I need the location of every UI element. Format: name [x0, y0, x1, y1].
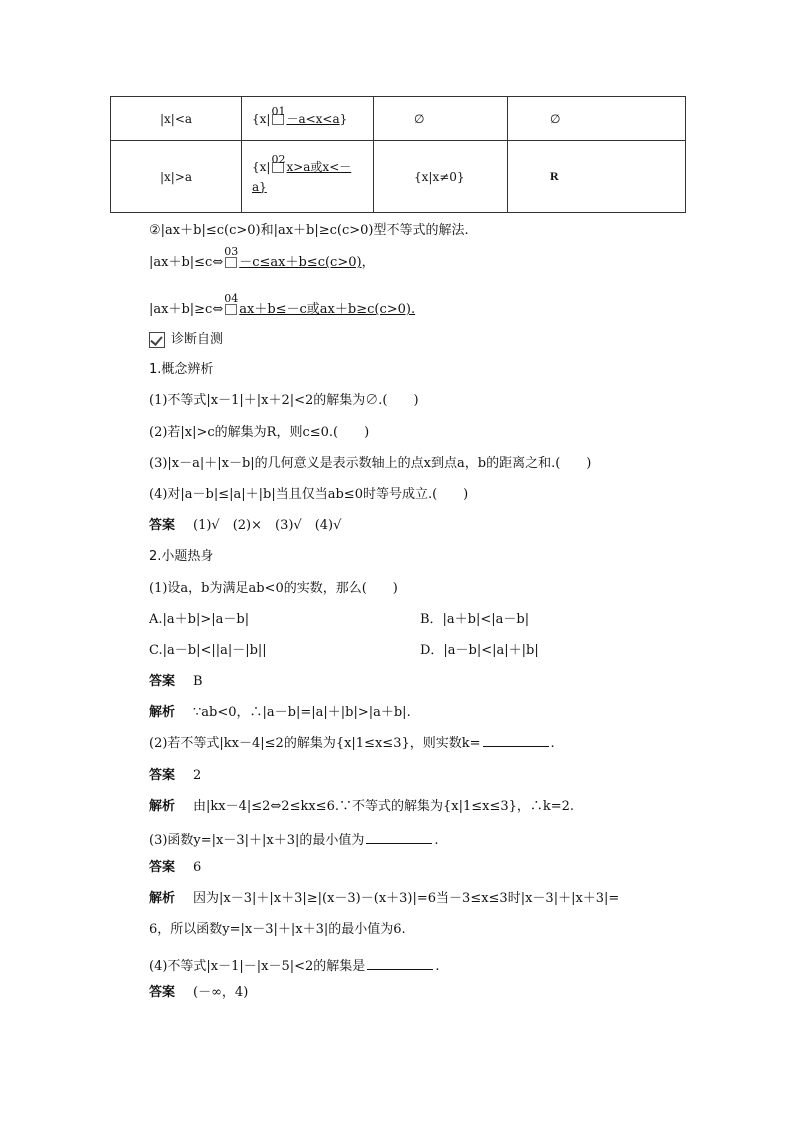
problem-3-text: (3)函数y=|x－3|＋|x＋3|的最小值为 [149, 833, 365, 848]
set-close: } [339, 111, 348, 126]
table-cell-inequality: |x|<a [111, 97, 242, 141]
blank-number: 01 [271, 104, 286, 118]
diagnostic-heading-text: 诊断自测 [171, 332, 224, 347]
method-line-1-body: －c≤ax＋b≤c(c>0) [239, 255, 362, 270]
method-title: ②|ax＋b|≤c(c>0)和|ax＋b|≥c(c>0)型不等式的解法. [149, 223, 469, 238]
table-cell-col4: R [508, 141, 686, 213]
problem-2 [149, 732, 555, 751]
blank-line [367, 957, 433, 970]
table-cell-solution-set [242, 141, 374, 213]
blank-number: 03 [224, 245, 239, 258]
method-line-1 [149, 245, 375, 270]
problem-3-analysis-1 [149, 887, 619, 906]
analysis-text: 由|kx－4|≤2⇔2≤kx≤6.∵不等式的解集为{x|1≤x≤3}，∴k=2. [193, 799, 575, 814]
method-line-2-prefix: |ax＋b|≥c⇔ [149, 302, 224, 317]
inequality-table [110, 96, 686, 213]
method-line-2 [149, 292, 416, 317]
answer-label: 答案 [149, 860, 176, 875]
problem-3-analysis-2: 6，所以函数y=|x－3|＋|x＋3|的最小值为6. [149, 922, 406, 937]
checkbox-icon [149, 332, 165, 348]
blank-marker [271, 152, 286, 173]
blank-marker [224, 292, 239, 315]
problem-2-text: (2)若不等式|kx－4|≤2的解集为{x|1≤x≤3}，则实数k= [149, 736, 481, 751]
question-1: (1)不等式|x－1|＋|x＋2|<2的解集为∅.( ) [149, 393, 419, 408]
problem-3-answer [149, 856, 201, 875]
table-cell-col3: ∅ [374, 97, 508, 141]
answer-text: B [193, 674, 203, 689]
blank-marker [224, 245, 239, 268]
set-open: {x| [252, 111, 271, 126]
set-tail: a} [252, 179, 267, 194]
method-line-1-suffix: ， [361, 255, 375, 270]
problem-4-end: . [435, 959, 440, 974]
option-d: D．|a－b|<|a|＋|b| [420, 643, 539, 658]
diagnostic-heading [149, 328, 223, 348]
answer-text: 6 [193, 860, 202, 875]
table-row [111, 97, 686, 141]
analysis-label: 解析 [149, 799, 176, 814]
question-3: (3)|x－a|＋|x－b|的几何意义是表示数轴上的点x到点a，b的距离之和.( ) [149, 456, 592, 471]
problem-3-end: . [434, 833, 439, 848]
answer-text: (1)√ (2)× (3)√ (4)√ [193, 518, 342, 533]
table-cell-col4: ∅ [508, 97, 686, 141]
question-4: (4)对|a－b|≤|a|＋|b|当且仅当ab≤0时等号成立.( ) [149, 487, 469, 502]
answer-1 [149, 514, 341, 533]
answer-text: 2 [193, 768, 202, 783]
table-cell-col3: {x|x≠0} [374, 141, 508, 213]
problem-1: (1)设a，b为满足ab<0的实数，那么( ) [149, 581, 398, 596]
blank-number: 02 [271, 152, 286, 166]
problem-2-analysis [149, 795, 574, 814]
set-open: {x| [252, 159, 271, 174]
set-body: x>a或x<－ [286, 159, 352, 174]
analysis-label: 解析 [149, 891, 176, 906]
problem-4-answer [149, 981, 248, 1000]
blank-marker [271, 104, 286, 125]
table-cell-inequality: |x|>a [111, 141, 242, 213]
table-cell-solution-set [242, 97, 374, 141]
section-1-title: 1.概念辨析 [149, 362, 214, 377]
option-a: A.|a＋b|>|a－b| [149, 612, 250, 627]
analysis-text: 因为|x－3|＋|x＋3|≥|(x－3)－(x＋3)|=6当－3≤x≤3时|x－3|＋|x＋3|= [193, 891, 620, 906]
problem-4 [149, 955, 439, 974]
option-b: B．|a＋b|<|a－b| [420, 612, 530, 627]
problem-1-analysis [149, 701, 411, 720]
section-2-title: 2.小题热身 [149, 549, 214, 564]
analysis-text: ∵ab<0，∴|a－b|=|a|＋|b|>|a＋b|. [193, 705, 411, 720]
blank-number: 04 [224, 292, 239, 305]
blank-line [366, 831, 432, 844]
problem-2-answer [149, 764, 201, 783]
answer-label: 答案 [149, 674, 176, 689]
set-body: －a<x<a [286, 111, 340, 126]
table-row [111, 141, 686, 213]
problem-2-end: . [550, 736, 555, 751]
problem-4-text: (4)不等式|x－1|－|x－5|<2的解集是 [149, 959, 366, 974]
method-line-2-body: ax＋b≤－c或ax＋b≥c(c>0). [239, 302, 416, 317]
answer-text: (－∞，4) [193, 985, 249, 1000]
analysis-label: 解析 [149, 705, 176, 720]
problem-1-answer [149, 670, 203, 689]
option-c: C.|a－b|<||a|－|b|| [149, 643, 267, 658]
answer-label: 答案 [149, 985, 176, 1000]
method-line-1-prefix: |ax＋b|≤c⇔ [149, 255, 224, 270]
problem-3 [149, 829, 439, 848]
blank-line [483, 734, 549, 747]
question-2: (2)若|x|>c的解集为R，则c≤0.( ) [149, 425, 370, 440]
answer-label: 答案 [149, 518, 176, 533]
answer-label: 答案 [149, 768, 176, 783]
